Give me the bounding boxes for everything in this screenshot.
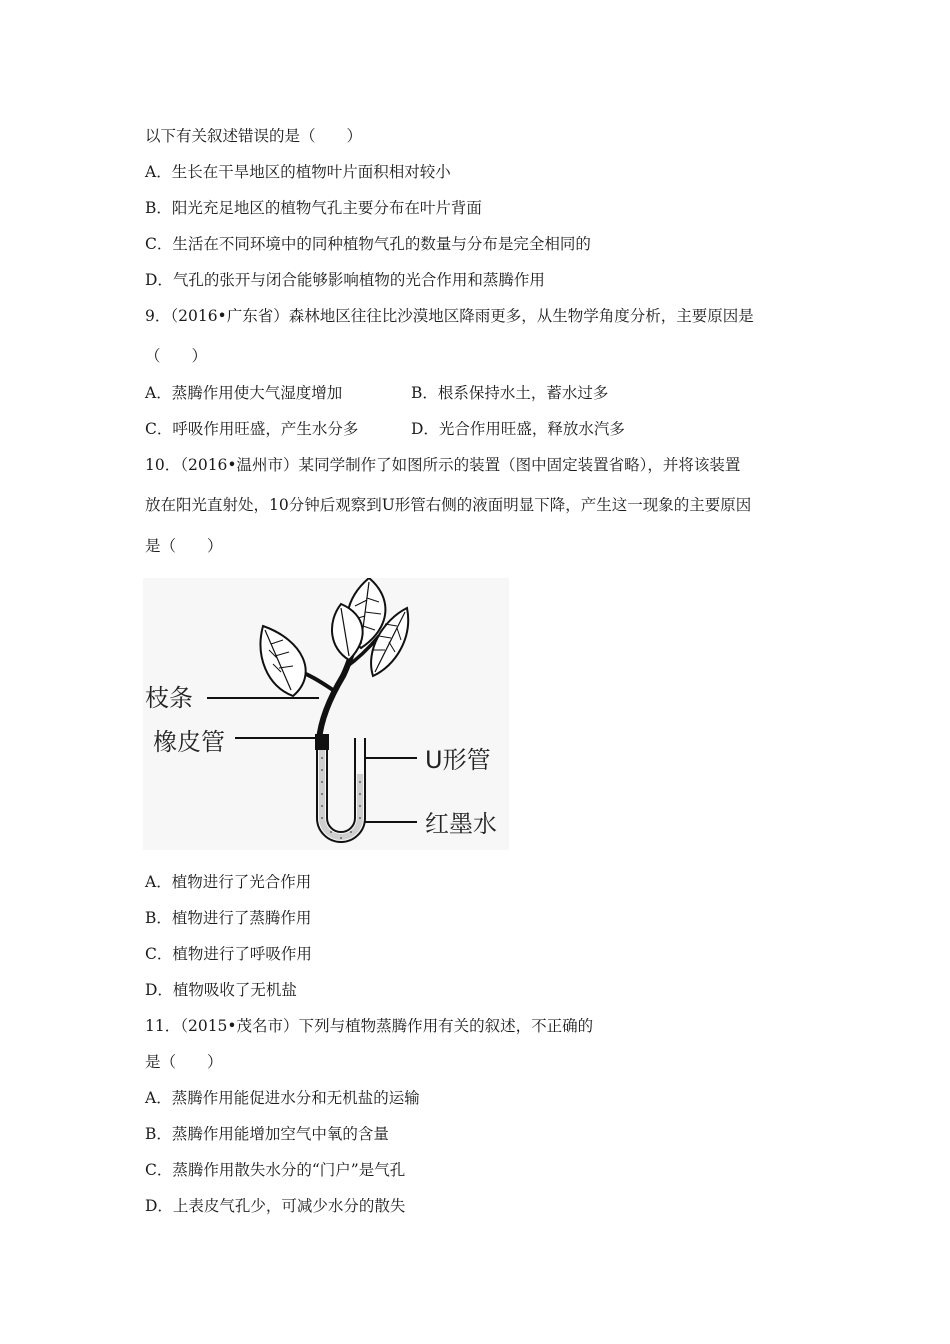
- q10-option-d[interactable]: D．植物吸收了无机盐: [145, 981, 297, 999]
- q8-option-d[interactable]: D．气孔的张开与闭合能够影响植物的光合作用和蒸腾作用: [145, 271, 545, 289]
- label-rubber-tube: 橡皮管: [153, 728, 225, 756]
- q9-stem-line2: （ ）: [145, 347, 208, 365]
- plant-u-tube-figure: [143, 578, 509, 850]
- q11-option-b[interactable]: B．蒸腾作用能增加空气中氧的含量: [145, 1125, 389, 1143]
- q8-option-b[interactable]: B．阳光充足地区的植物气孔主要分布在叶片背面: [145, 199, 482, 217]
- q11-option-a[interactable]: A．蒸腾作用能促进水分和无机盐的运输: [145, 1089, 420, 1107]
- q9-stem-line1: 9．（2016•广东省）森林地区往往比沙漠地区降雨更多，从生物学角度分析，主要原因是: [145, 307, 754, 325]
- q10-option-a[interactable]: A．植物进行了光合作用: [145, 873, 312, 891]
- q9-option-d[interactable]: D．光合作用旺盛，释放水汽多: [411, 420, 625, 438]
- q10-option-b[interactable]: B．植物进行了蒸腾作用: [145, 909, 312, 927]
- label-branch: 枝条: [145, 684, 193, 712]
- q11-option-d[interactable]: D．上表皮气孔少，可减少水分的散失: [145, 1197, 406, 1215]
- q9-option-a[interactable]: A．蒸腾作用使大气湿度增加: [145, 384, 343, 402]
- label-u-tube: U形管: [425, 746, 491, 774]
- q10-stem-line3: 是（ ）: [145, 537, 223, 555]
- q10-stem-line2: 放在阳光直射处，10分钟后观察到U形管右侧的液面明显下降，产生这一现象的主要原因: [145, 496, 752, 514]
- q8-option-a[interactable]: A．生长在干旱地区的植物叶片面积相对较小: [145, 163, 451, 181]
- q8-option-c[interactable]: C．生活在不同环境中的同种植物气孔的数量与分布是完全相同的: [145, 235, 591, 253]
- q8-stem: 以下有关叙述错误的是（ ）: [145, 127, 363, 145]
- label-red-ink: 红墨水: [425, 810, 497, 838]
- q11-stem-line2: 是（ ）: [145, 1053, 223, 1071]
- q10-option-c[interactable]: C．植物进行了呼吸作用: [145, 945, 312, 963]
- q9-option-b[interactable]: B．根系保持水土，蓄水过多: [411, 384, 609, 402]
- q10-stem-line1: 10．（2016•温州市）某同学制作了如图所示的装置（图中固定装置省略），并将该装置: [145, 456, 741, 474]
- q9-option-c[interactable]: C．呼吸作用旺盛，产生水分多: [145, 420, 359, 438]
- q11-stem-line1: 11．（2015•茂名市）下列与植物蒸腾作用有关的叙述，不正确的: [145, 1017, 594, 1035]
- q11-option-c[interactable]: C．蒸腾作用散失水分的“门户”是气孔: [145, 1161, 406, 1179]
